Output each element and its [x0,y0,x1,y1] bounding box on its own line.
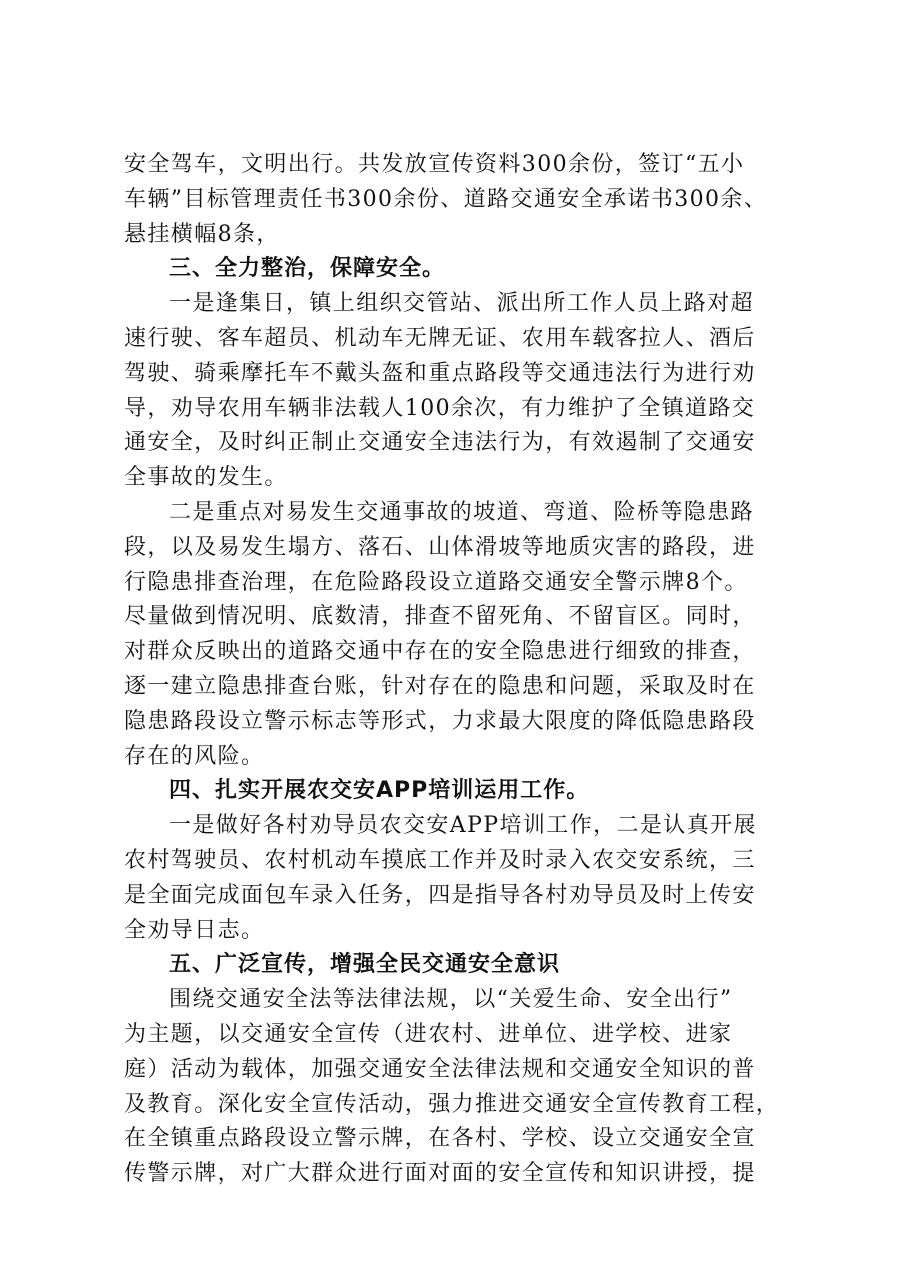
body-line: 农村驾驶员、农村机动车摸底工作并及时录入农交安系统，三 [124,847,756,873]
body-line: 行隐患排查治理，在危险路段设立道路交通安全警示牌8个。 [124,569,748,595]
body-line: 尽量做到情况明、底数清，排查不留死角、不留盲区。同时， [124,604,756,630]
body-line: 为主题，以交通安全宣传（进农村、进单位、进学校、进家 [124,1021,733,1047]
paragraph-start-line: 一是做好各村劝导员农交安APP培训工作，二是认真开展 [169,813,757,839]
body-line: 全劝导日志。 [124,917,265,943]
body-line: 对群众反映出的道路交通中存在的安全隐患进行细致的排查， [124,639,756,665]
body-line: 导，劝导农用车辆非法载人100余次，有力维护了全镇道路交 [124,395,756,421]
section-heading-3: 三、全力整治，保障安全。 [169,256,446,282]
body-line: 存在的风险。 [124,743,265,769]
body-line: 庭）活动为载体，加强交通安全法律法规和交通安全知识的普 [124,1056,756,1082]
paragraph-start-line: 围绕交通安全法等法律法规，以“关爱生命、安全出行” [169,987,733,1013]
body-line: 悬挂横幅8条， [124,221,280,247]
body-line: 逐一建立隐患排查台账，针对存在的隐患和问题，采取及时在 [124,673,756,699]
body-line: 驾驶、骑乘摩托车不戴头盔和重点路段等交通违法行为进行劝 [124,360,756,386]
body-line: 传警示牌，对广大群众进行面对面的安全宣传和知识讲授，提 [124,1161,756,1187]
section-heading-5: 五、广泛宣传，增强全民交通安全意识 [169,952,561,978]
body-line: 是全面完成面包车录入任务，四是指导各村劝导员及时上传安 [124,882,756,908]
body-line: 在全镇重点路段设立警示牌，在各村、学校、设立交通安全宣 [124,1126,756,1152]
body-line: 段，以及易发生塌方、落石、山体滑坡等地质灾害的路段，进 [124,534,756,560]
body-line: 全事故的发生。 [124,465,288,491]
body-line: 安全驾车，文明出行。共发放宣传资料300余份，签订“五小 [124,152,745,177]
body-line: 通安全，及时纠正制止交通安全违法行为，有效遏制了交通安 [124,430,756,456]
paragraph-start-line: 一是逢集日，镇上组织交管站、派出所工作人员上路对超 [169,291,755,317]
body-line: 隐患路段设立警示标志等形式，力求最大限度的降低隐患路段 [124,708,756,734]
document-page [124,148,796,1192]
body-line: 及教育。深化安全宣传活动，强力推进交通安全宣传教育工程， [124,1091,780,1117]
paragraph-start-line: 二是重点对易发生交通事故的坡道、弯道、险桥等隐患路 [169,499,755,525]
body-line: 速行驶、客车超员、机动车无牌无证、农用车载客拉人、酒后 [124,325,756,351]
section-heading-4: 四、扎实开展农交安APP培训运用工作。 [169,778,590,804]
body-line: 车辆”目标管理责任书300余份、道路交通安全承诺书300余、 [124,186,768,212]
